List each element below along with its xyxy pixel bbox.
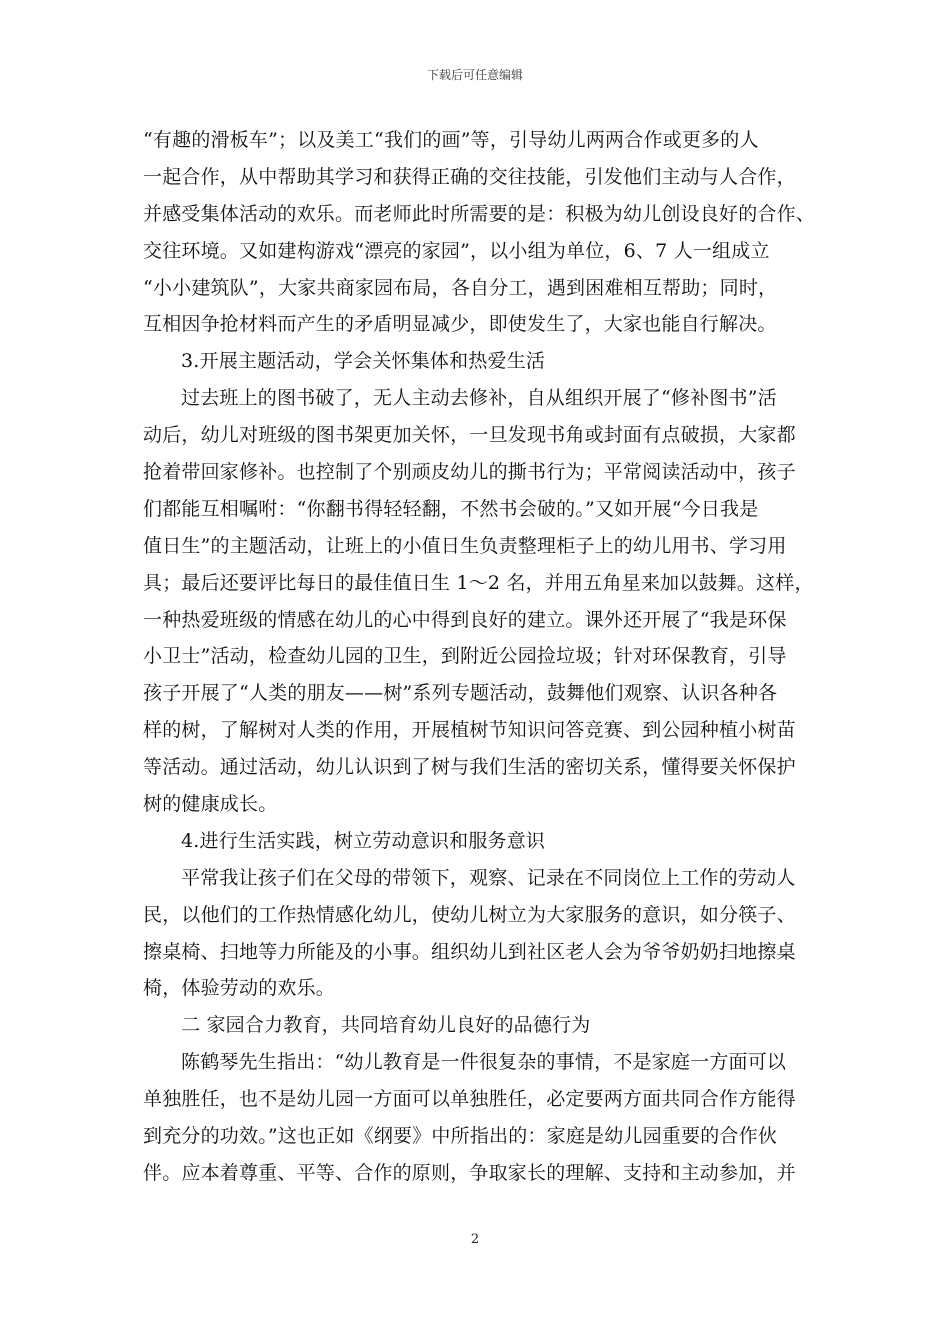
text-line: 民，以他们的工作热情感化幼儿，使幼儿树立为大家服务的意识，如分筷子、 (143, 903, 796, 926)
text-line: 孩子开展了“人类的朋友——树”系列专题活动，鼓舞他们观察、认识各种各 (143, 682, 778, 705)
text-line: 小卫士”活动，检查幼儿园的卫生，到附近公园捡垃圾；针对环保教育，引导 (143, 645, 787, 668)
text-line: 们都能互相嘱咐：“你翻书得轻轻翻，不然书会破的。”又如开展“今日我是 (143, 497, 759, 520)
text-line: 陈鹤琴先生指出：“幼儿教育是一件很复杂的事情，不是家庭一方面可以 (181, 1051, 787, 1074)
text-line: 等活动。通过活动，幼儿认识到了树与我们生活的密切关系，懂得要关怀保护 (143, 756, 796, 779)
text-line: 值日生”的主题活动，让班上的小值日生负责整理柜子上的幼儿用书、学习用 (143, 534, 787, 557)
text-line: 二 家园合力教育，共同培育幼儿良好的品德行为 (181, 1014, 591, 1037)
text-line: 平常我让孩子们在父母的带领下，观察、记录在不同岗位上工作的劳动人 (181, 866, 796, 889)
text-line: 4.进行生活实践，树立劳动意识和服务意识 (181, 829, 546, 852)
text-line: 抢着带回家修补。也控制了个别顽皮幼儿的撕书行为；平常阅读活动中，孩子 (143, 461, 796, 484)
text-line: 一种热爱班级的情感在幼儿的心中得到良好的建立。课外还开展了“我是环保 (143, 608, 787, 631)
document-body (143, 122, 823, 1192)
page-number: 2 (470, 1232, 480, 1247)
text-line: 树的健康成长。 (143, 793, 278, 816)
text-line: “有趣的滑板车”；以及美工“我们的画”等，引导幼儿两两合作或更多的人 (143, 129, 759, 151)
text-line: 动后，幼儿对班级的图书架更加关怀，一旦发现书角或封面有点破损，大家都 (143, 424, 796, 447)
text-line: 样的树，了解树对人类的作用，开展植树节知识问答竞赛、到公园种植小树苗 (143, 719, 796, 742)
text-line: 擦桌椅、扫地等力所能及的小事。组织幼儿到社区老人会为爷爷奶奶扫地擦桌 (143, 940, 796, 963)
text-line: 椅，体验劳动的欢乐。 (143, 977, 336, 1000)
text-line: 互相因争抢材料而产生的矛盾明显减少，即使发生了，大家也能自行解决。 (143, 313, 777, 336)
text-line: 一起合作，从中帮助其学习和获得正确的交往技能，引发他们主动与人合作， (143, 165, 796, 188)
text-line: 伴。应本着尊重、平等、合作的原则，争取家长的理解、支持和主动参加，并 (143, 1161, 796, 1184)
text-line: 单独胜任，也不是幼儿园一方面可以单独胜任，必定要两方面共同合作方能得 (143, 1088, 796, 1111)
text-line: 3.开展主题活动，学会关怀集体和热爱生活 (181, 350, 546, 373)
text-line: 交往环境。又如建构游戏“漂亮的家园”，以小组为单位，6、7 人一组成立 (143, 239, 770, 262)
text-line: “小小建筑队”，大家共商家园布局，各自分工，遇到困难相互帮助；同时， (143, 276, 778, 299)
text-line: 并感受集体活动的欢乐。而老师此时所需要的是：积极为幼儿创设良好的合作、 (143, 202, 816, 225)
page-header: 下载后可任意编辑 (426, 68, 523, 82)
text-line: 到充分的功效。”这也正如《纲要》中所指出的：家庭是幼儿园重要的合作伙 (143, 1125, 778, 1148)
text-line: 具；最后还要评比每日的最佳值日生 1～2 名，并用五角星来加以鼓舞。这样， (143, 571, 814, 594)
text-line: 过去班上的图书破了，无人主动去修补，自从组织开展了“修补图书”活 (181, 387, 777, 410)
